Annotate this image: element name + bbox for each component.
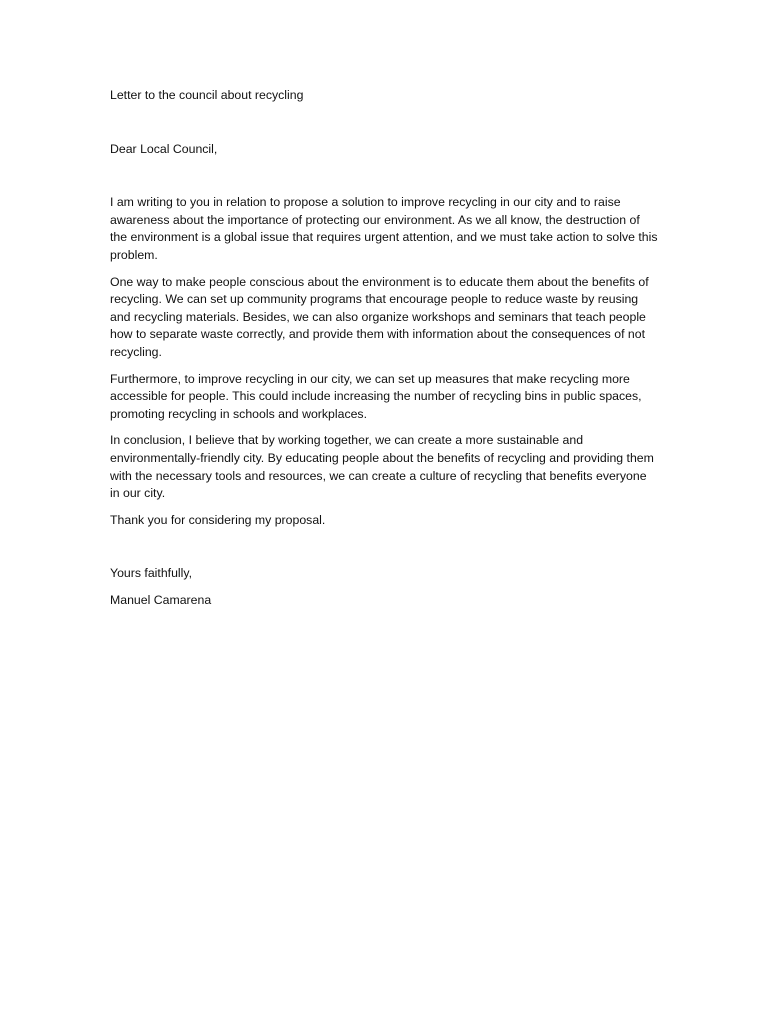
salutation: Dear Local Council, [110, 141, 218, 156]
letter-title: Letter to the council about recycling [110, 88, 304, 102]
paragraph-intro: I am writing to you in relation to propose a solution to improve recycling in our city and to raise awareness about the importance of protecting our environment. As we all know, the destruction of the environment is a global issue that requires urgent attention, and we must take action to solve this problem. [110, 195, 658, 262]
paragraph-conclusion: In conclusion, I believe that by working together, we can create a more sustainable and environmentally-friendly city. By educating people about the benefits of recycling and providing them with the necessary tools and resources, we can create a culture of recycling that benefits everyone in our city. [110, 433, 654, 501]
paragraph-education: One way to make people conscious about the environment is to educate them about the benefits of recycling. We can set up community programs that encourage people to reduce waste by reusing and recycling materials. Besides, we can also organize workshops and seminars that teach people how to separate waste correctly, and provide them with information about the consequences of not recycling. [110, 274, 649, 359]
paragraph-measures: Furthermore, to improve recycling in our city, we can set up measures that make recycling more accessible for people. This could include increasing the number of recycling bins in public spaces, promoting recycling in schools and workplaces. [110, 371, 642, 421]
signature-name: Manuel Camarena [110, 592, 212, 607]
paragraph-thanks: Thank you for considering my proposal. [110, 512, 326, 527]
letter-body [110, 87, 658, 609]
closing: Yours faithfully, [110, 566, 193, 581]
